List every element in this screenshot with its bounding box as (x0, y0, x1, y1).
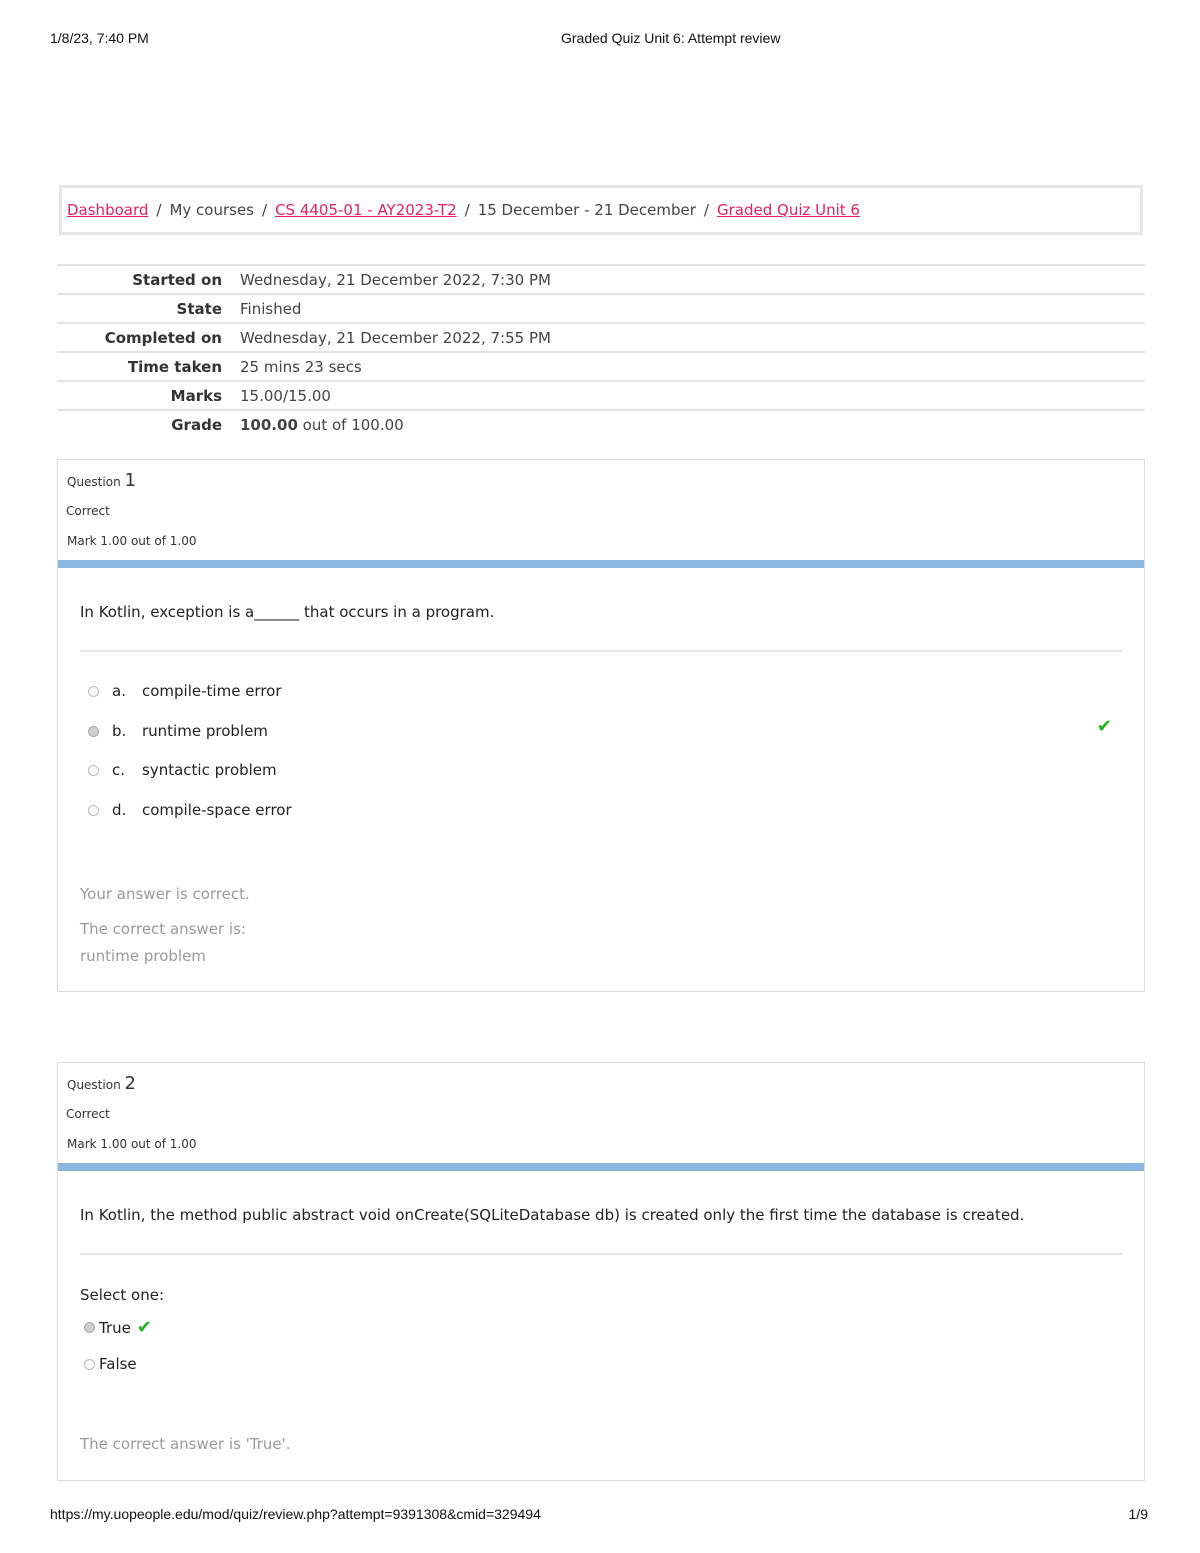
summary-label: Marks (170, 386, 222, 405)
option-letter: b. (112, 722, 127, 740)
summary-value (240, 410, 1145, 438)
question-2 (57, 1062, 1145, 1481)
radio-button[interactable] (88, 805, 99, 816)
breadcrumb-quiz-link[interactable]: Graded Quiz Unit 6 (716, 201, 860, 219)
grade-out-of: out of 100.00 (297, 415, 404, 434)
divider (80, 1253, 1122, 1255)
radio-button-selected[interactable] (84, 1322, 95, 1333)
attempt-summary-table (57, 264, 1145, 438)
summary-value: 15.00/15.00 (240, 386, 331, 405)
summary-value: Finished (240, 299, 302, 318)
print-datetime: 1/8/23, 7:40 PM (50, 30, 149, 46)
question-number: Question 2 (67, 1073, 136, 1094)
question-1 (57, 459, 1145, 992)
answer-option-c[interactable] (88, 761, 277, 779)
question-content (58, 1163, 1144, 1479)
breadcrumb-separator: / (703, 201, 709, 219)
question-number: Question 1 (67, 470, 136, 491)
summary-label: State (176, 299, 222, 318)
answer-option-false[interactable] (84, 1355, 137, 1373)
summary-value: Wednesday, 21 December 2022, 7:30 PM (240, 270, 551, 289)
print-url: https://my.uopeople.edu/mod/quiz/review.php?attempt=9391308&cmid=329494 (50, 1506, 541, 1522)
breadcrumb-dashboard-link[interactable]: Dashboard (67, 201, 149, 219)
answer-option-b[interactable] (88, 722, 268, 740)
summary-value: 25 mins 23 secs (240, 357, 362, 376)
radio-button[interactable] (84, 1359, 95, 1370)
correct-answer-text: runtime problem (80, 947, 206, 965)
option-letter: a. (112, 682, 126, 700)
feedback-text: Your answer is correct. (80, 885, 250, 903)
question-text: In Kotlin, exception is a______ that occurs in a program. (80, 603, 495, 621)
correct-answer-intro: The correct answer is: (80, 920, 246, 938)
summary-row (57, 323, 1145, 352)
option-letter: d. (112, 801, 127, 819)
question-info (58, 1063, 1144, 1163)
breadcrumb-my-courses: My courses (169, 201, 254, 219)
print-page-number: 1/9 (1128, 1506, 1148, 1522)
radio-button[interactable] (88, 765, 99, 776)
summary-label: Completed on (104, 328, 222, 347)
summary-row (57, 410, 1145, 438)
option-text: False (99, 1355, 137, 1373)
question-mark: Mark 1.00 out of 1.00 (67, 1137, 197, 1151)
summary-row (57, 265, 1145, 294)
question-content (58, 560, 1144, 990)
question-state: Correct (66, 1107, 110, 1121)
option-text: compile-time error (142, 682, 282, 700)
option-text: syntactic problem (142, 761, 277, 779)
summary-value: Wednesday, 21 December 2022, 7:55 PM (240, 328, 551, 347)
select-one-prompt: Select one: (80, 1286, 165, 1304)
print-page-title: Graded Quiz Unit 6: Attempt review (561, 30, 781, 46)
divider (80, 650, 1122, 652)
option-text: runtime problem (142, 722, 268, 740)
summary-row (57, 352, 1145, 381)
question-state: Correct (66, 504, 110, 518)
summary-label: Grade (171, 415, 222, 434)
answer-option-true[interactable] (84, 1317, 152, 1338)
breadcrumb-separator: / (464, 201, 470, 219)
correct-check-icon: ✔ (136, 1317, 152, 1338)
option-letter: c. (112, 761, 126, 779)
answer-option-d[interactable] (88, 801, 292, 819)
radio-button-selected[interactable] (88, 726, 99, 737)
breadcrumb-separator: / (156, 201, 162, 219)
question-text: In Kotlin, the method public abstract void onCreate(SQLiteDatabase db) is created only the first time the database is created. (80, 1206, 1025, 1224)
breadcrumb-course-link[interactable]: CS 4405-01 - AY2023-T2 (275, 201, 457, 219)
option-text: True (99, 1318, 131, 1337)
question-mark: Mark 1.00 out of 1.00 (67, 534, 197, 548)
summary-label: Time taken (127, 357, 222, 376)
breadcrumb-week: 15 December - 21 December (477, 201, 696, 219)
radio-button[interactable] (88, 686, 99, 697)
question-info (58, 460, 1144, 560)
option-text: compile-space error (142, 801, 292, 819)
breadcrumb-separator: / (262, 201, 268, 219)
summary-row (57, 381, 1145, 410)
breadcrumb (59, 185, 1143, 235)
summary-row (57, 294, 1145, 323)
summary-label: Started on (132, 270, 222, 289)
grade-value: 100.00 (240, 415, 298, 434)
correct-check-icon: ✔ (1096, 716, 1112, 737)
correct-answer-text: The correct answer is 'True'. (80, 1435, 291, 1453)
answer-option-a[interactable] (88, 682, 282, 700)
